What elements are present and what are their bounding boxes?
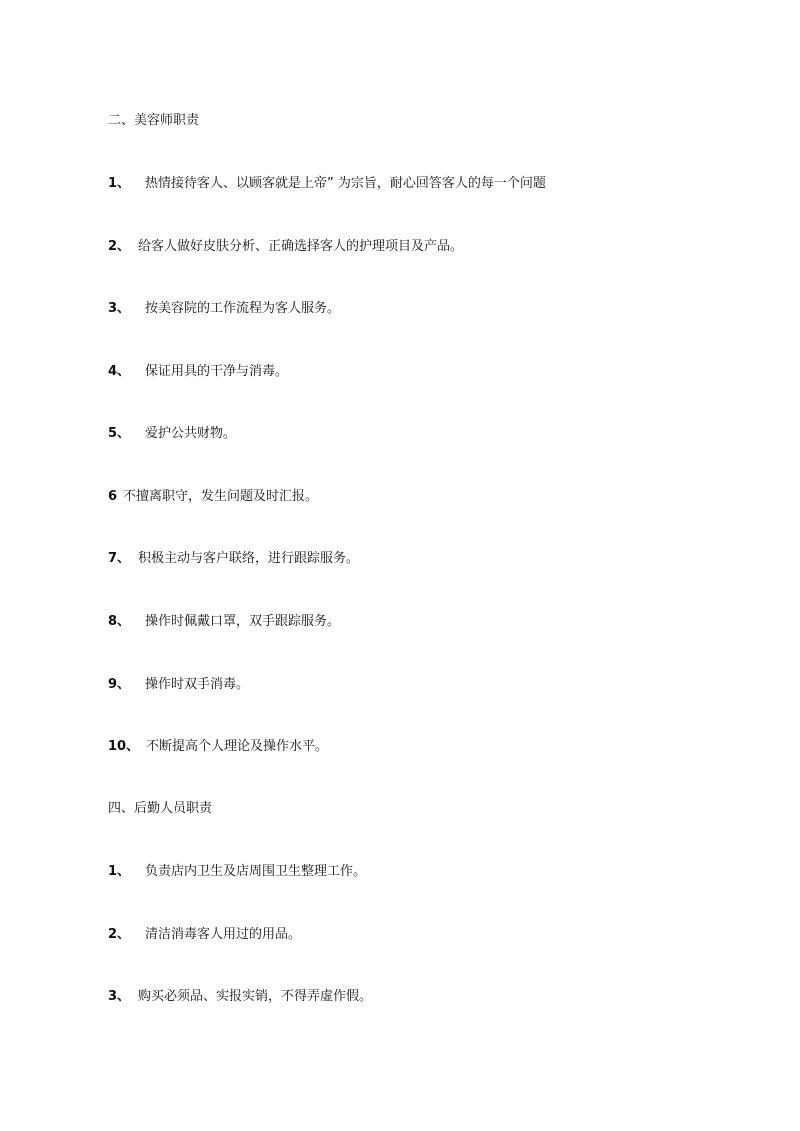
list-item — [108, 363, 288, 381]
item-number: 3、 — [108, 301, 131, 316]
list-item — [108, 175, 546, 193]
item-text: 按美容院的工作流程为客人服务。 — [145, 301, 341, 316]
item-text: 给客人做好皮肤分析、正确选择客人的护理项目及产品。 — [138, 239, 464, 254]
list-item — [108, 425, 236, 443]
item-number: 2、 — [108, 927, 131, 942]
list-item — [108, 238, 463, 256]
list-item — [108, 550, 359, 568]
item-number: 3、 — [108, 989, 131, 1004]
list-item — [108, 613, 340, 631]
item-number: 5、 — [108, 426, 131, 441]
item-number: 7、 — [108, 551, 131, 566]
item-text: 不擅离职守，发生问题及时汇报。 — [123, 489, 319, 504]
list-item — [108, 300, 340, 318]
section-heading-beautician: 二、美容师职责 — [108, 113, 200, 128]
section-heading-logistics: 四、后勤人员职责 — [108, 801, 213, 816]
item-text: 保证用具的干净与消毒。 — [145, 364, 289, 379]
item-text: 操作时佩戴口罩，双手跟踪服务。 — [145, 614, 341, 629]
item-number: 1、 — [108, 864, 131, 879]
item-text: 热情接待客人、以顾客就是上帝” 为宗旨，耐心回答客人的每一个问题 — [145, 176, 546, 191]
item-number: 1、 — [108, 176, 131, 191]
item-number: 9、 — [108, 677, 131, 692]
item-text: 爱护公共财物。 — [145, 426, 237, 441]
list-item — [108, 738, 328, 756]
item-text: 购买必须品、实报实销，不得弄虚作假。 — [138, 989, 373, 1004]
item-number: 2、 — [108, 239, 131, 254]
item-text: 清洁消毒客人用过的用品。 — [145, 927, 302, 942]
item-text: 操作时双手消毒。 — [145, 677, 250, 692]
list-item — [108, 488, 318, 506]
list-item — [108, 926, 301, 944]
list-item — [108, 988, 372, 1006]
list-item — [108, 676, 249, 694]
item-text: 积极主动与客户联络，进行跟踪服务。 — [138, 551, 360, 566]
item-text: 负责店内卫生及店周围卫生整理工作。 — [145, 864, 367, 879]
item-number: 6 — [108, 489, 118, 504]
list-item — [108, 863, 366, 881]
item-number: 10、 — [108, 739, 140, 754]
item-number: 4、 — [108, 364, 131, 379]
item-number: 8、 — [108, 614, 131, 629]
item-text: 不断提高个人理论及操作水平。 — [146, 739, 329, 754]
